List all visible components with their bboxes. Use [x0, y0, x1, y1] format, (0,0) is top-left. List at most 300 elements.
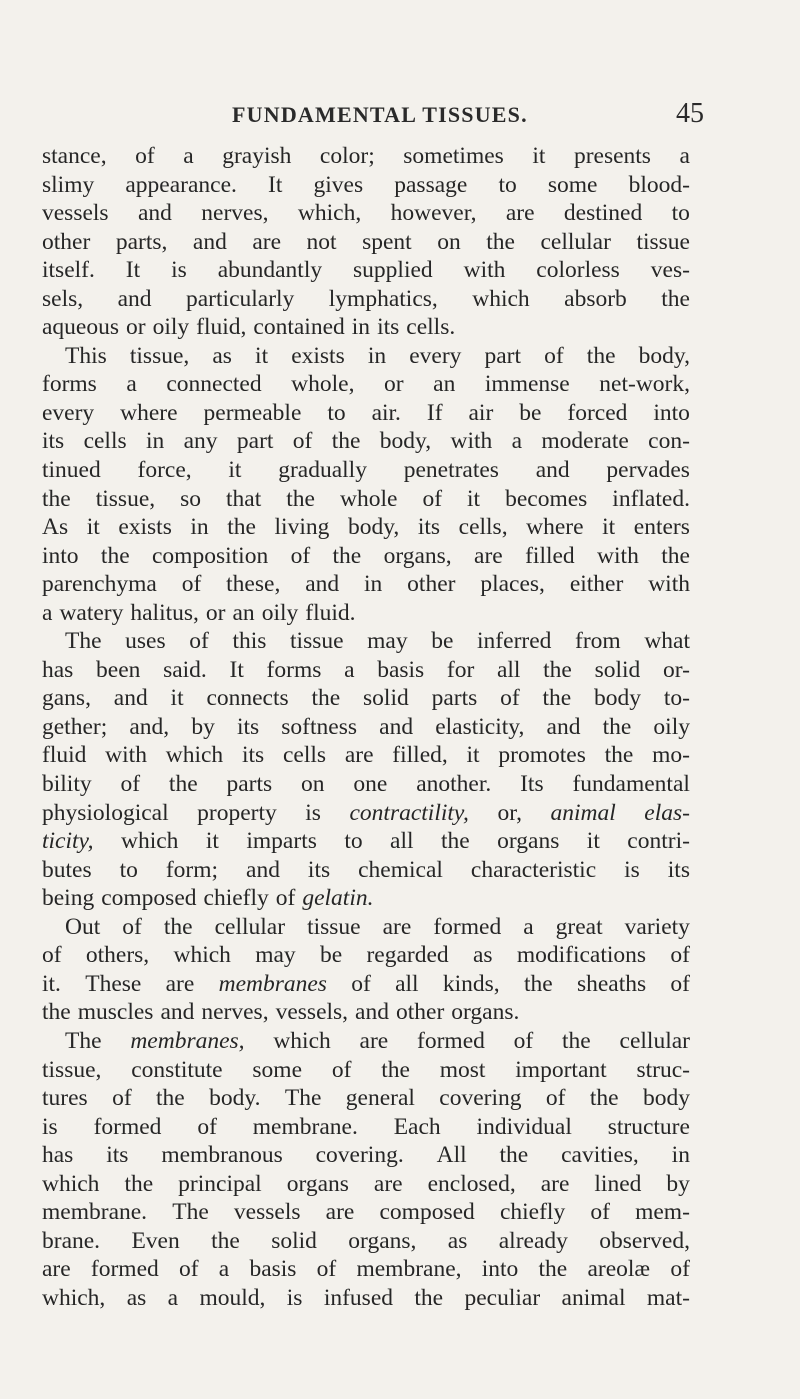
word: tissue,	[42, 1056, 102, 1083]
word: These	[85, 970, 142, 997]
word: with	[105, 742, 147, 769]
word: cellular	[214, 913, 286, 940]
word: bility	[42, 771, 92, 798]
word: which,	[297, 200, 362, 227]
word: part	[484, 342, 522, 369]
word: what	[644, 628, 690, 655]
word: the	[100, 542, 130, 569]
word: tissue	[307, 913, 361, 940]
word: of	[189, 628, 209, 655]
word: composed	[101, 885, 197, 912]
word: observed,	[599, 1227, 690, 1254]
word: others,	[85, 942, 150, 969]
word: or-	[662, 656, 690, 683]
word: membrane.	[252, 1113, 358, 1140]
word: the	[42, 485, 71, 512]
word: to	[327, 399, 346, 426]
word: penetrates	[403, 457, 499, 484]
word: con-	[648, 428, 690, 455]
italic-word: membranes,	[130, 1027, 245, 1054]
word: all	[496, 656, 521, 683]
text-line	[42, 827, 690, 856]
text-line	[42, 1170, 690, 1199]
word: may	[255, 942, 296, 969]
word: other	[407, 571, 456, 598]
word: great	[555, 913, 603, 940]
word: of	[120, 771, 141, 798]
word: gives	[313, 171, 364, 198]
word: cells,	[458, 514, 508, 541]
word: its	[377, 314, 400, 341]
word: oily	[152, 314, 190, 341]
word: and	[160, 999, 195, 1026]
word: The	[65, 1027, 102, 1054]
word: chiefly	[499, 1199, 566, 1226]
word: with	[450, 428, 493, 455]
word: in	[364, 571, 383, 598]
word: been	[96, 656, 141, 683]
word: Each	[393, 1113, 441, 1140]
word: inflated.	[612, 485, 690, 512]
word: tinued	[42, 457, 101, 484]
italic-word: animal	[550, 799, 616, 826]
word: and	[355, 999, 389, 1026]
text-line	[42, 256, 690, 285]
text-line	[42, 1027, 690, 1056]
word: of	[670, 1256, 690, 1283]
word: butes	[42, 856, 92, 883]
word: Even	[131, 1227, 180, 1254]
word: peculiar	[464, 1284, 541, 1311]
word: the	[543, 656, 572, 683]
word: blood-	[628, 171, 690, 198]
word: connected	[166, 371, 262, 398]
word: to-	[663, 685, 690, 712]
text-line	[42, 599, 690, 628]
text-line	[42, 799, 690, 828]
word: formed	[433, 913, 502, 940]
word: cellular	[540, 228, 611, 255]
word: some	[547, 171, 598, 198]
word: the	[227, 514, 256, 541]
word: already	[498, 1227, 568, 1254]
word: tissue	[636, 228, 690, 255]
text-line	[42, 656, 690, 685]
text-line	[42, 342, 690, 371]
word: The	[65, 628, 102, 655]
word: most	[439, 1056, 486, 1083]
word: one	[353, 771, 388, 798]
word: and	[305, 571, 340, 598]
word: it	[602, 514, 616, 541]
word: a	[218, 1256, 230, 1283]
word: which	[165, 742, 224, 769]
word: solid	[363, 685, 409, 712]
word: this	[232, 628, 267, 655]
word: promotes	[498, 742, 586, 769]
word: to	[344, 828, 363, 855]
text-line	[42, 1141, 690, 1170]
word: vessels	[42, 200, 109, 227]
word: kinds,	[442, 970, 500, 997]
word: any	[183, 428, 218, 455]
text-line	[42, 456, 690, 485]
word: which	[42, 1170, 100, 1197]
word: nerves,	[201, 200, 269, 227]
word: organs	[286, 1170, 349, 1197]
word: so	[180, 485, 202, 512]
text-line	[42, 513, 690, 542]
word: its	[241, 742, 265, 769]
word: which	[273, 1027, 331, 1054]
word: has	[42, 1142, 74, 1169]
text-line	[42, 542, 690, 571]
word: basis	[249, 1256, 297, 1283]
word: cells.	[406, 314, 456, 341]
word: its	[667, 856, 690, 883]
word: ves-	[650, 257, 690, 284]
word: exists	[291, 342, 345, 369]
word: are	[373, 1170, 403, 1197]
word: principal	[178, 1170, 262, 1197]
word: characteristic	[470, 856, 597, 883]
word: the	[602, 713, 632, 740]
word: which	[173, 942, 231, 969]
word: the	[286, 485, 315, 512]
word: and	[137, 200, 172, 227]
word: the	[381, 1056, 410, 1083]
word: composed	[379, 1199, 475, 1226]
word: the	[124, 1170, 154, 1197]
word: of	[316, 1256, 337, 1283]
word: body,	[347, 514, 400, 541]
word: to	[498, 171, 517, 198]
word: fundamental	[572, 771, 690, 798]
word: composition	[152, 542, 269, 569]
word: it	[205, 828, 219, 855]
word: by	[191, 713, 215, 740]
word: on	[437, 228, 461, 255]
word: contained	[253, 314, 345, 341]
word: these,	[226, 571, 281, 598]
word: spent	[362, 228, 412, 255]
text-line	[42, 713, 690, 742]
word: individual	[476, 1113, 572, 1140]
word: every	[42, 399, 95, 426]
word: abundantly	[217, 257, 323, 284]
word: from	[575, 628, 621, 655]
word: It	[125, 257, 141, 284]
word: with	[648, 571, 690, 598]
word: mould,	[199, 1284, 266, 1311]
word: color;	[319, 143, 375, 169]
word: a	[523, 913, 534, 940]
word: slimy	[42, 171, 95, 198]
word: filled	[525, 542, 575, 569]
word: supplied	[353, 257, 433, 284]
word: Out	[65, 913, 101, 940]
word: the	[332, 542, 362, 569]
text-line	[42, 1084, 690, 1113]
word: either	[569, 571, 624, 598]
text-line	[42, 941, 690, 970]
word: in	[671, 1142, 690, 1169]
word: whole	[340, 485, 398, 512]
word: may	[367, 628, 408, 655]
word: parenchyma	[42, 571, 157, 598]
word: it	[586, 828, 600, 855]
word: cavities,	[561, 1142, 639, 1169]
text-line	[42, 228, 690, 257]
text-line	[42, 171, 690, 200]
word: destined	[563, 200, 643, 227]
word: membrane.	[42, 1199, 148, 1226]
word: whole,	[291, 371, 355, 398]
word: of	[670, 942, 690, 969]
word: of	[290, 542, 311, 569]
italic-word: gelatin.	[302, 885, 374, 912]
word: aqueous	[42, 314, 120, 341]
word: body	[642, 1085, 690, 1112]
word: organs,	[348, 1227, 417, 1254]
word: colorless	[536, 257, 620, 284]
word: pervades	[606, 457, 690, 484]
word: tures	[42, 1085, 88, 1112]
word: it	[255, 342, 269, 369]
word: on	[301, 771, 325, 798]
word: air	[468, 399, 494, 426]
word: to	[671, 200, 690, 227]
word: is	[286, 1284, 303, 1311]
text-line	[42, 884, 690, 913]
word: as	[447, 1227, 468, 1254]
word: or	[384, 371, 404, 398]
word: sels,	[42, 285, 84, 312]
word: said.	[163, 656, 207, 683]
word: moderate	[541, 428, 629, 455]
word: of	[179, 1256, 199, 1283]
word: of	[292, 428, 313, 455]
page-number: 45	[676, 98, 704, 129]
word: be	[319, 942, 343, 969]
word: is	[42, 1113, 58, 1140]
word: in	[145, 428, 165, 455]
text-line	[42, 313, 690, 342]
word: that	[226, 485, 262, 512]
word: formed	[93, 1113, 162, 1140]
word: not	[306, 228, 337, 255]
word: an	[232, 599, 255, 626]
word: tissue	[290, 628, 344, 655]
word: immense	[484, 371, 570, 398]
running-head	[232, 98, 704, 132]
word: absorb	[564, 285, 627, 312]
text-line	[42, 485, 690, 514]
text-line	[42, 1056, 690, 1085]
word: softness	[281, 713, 358, 740]
word: be	[519, 399, 542, 426]
word: The	[284, 1085, 322, 1112]
word: is	[624, 856, 640, 883]
text-line	[42, 627, 690, 656]
word: and	[192, 228, 227, 255]
word: its	[42, 428, 65, 455]
word: places,	[480, 571, 545, 598]
text-line	[42, 856, 690, 885]
word: the	[661, 285, 690, 312]
word: with	[463, 257, 506, 284]
word: be	[431, 628, 454, 655]
word: which	[472, 285, 530, 312]
word: which	[121, 828, 179, 855]
word: covering.	[315, 1142, 404, 1169]
word: body.	[209, 1085, 261, 1112]
word: gradually	[278, 457, 367, 484]
text-line	[42, 741, 690, 770]
word: oily	[261, 599, 299, 626]
word: physiological	[42, 799, 169, 826]
word: and	[246, 856, 280, 883]
word: the	[562, 1027, 591, 1054]
word: and	[546, 713, 581, 740]
word: a	[167, 1284, 179, 1311]
word: struc-	[636, 1056, 690, 1083]
text-line	[42, 1284, 690, 1313]
word: formed	[90, 1256, 159, 1283]
word: of	[197, 1113, 217, 1140]
word: or	[205, 599, 226, 626]
text-line	[42, 913, 690, 942]
word: however,	[390, 200, 477, 227]
word: fluid	[42, 742, 87, 769]
word: which,	[42, 1284, 106, 1311]
word: into	[42, 542, 79, 569]
word: are	[325, 1199, 355, 1226]
text-line	[42, 970, 690, 999]
word: its	[307, 856, 331, 883]
text-line	[42, 1255, 690, 1284]
word: membrane,	[356, 1256, 462, 1283]
word: are	[42, 1256, 71, 1283]
word: passage	[394, 171, 468, 198]
word: important	[515, 1056, 607, 1083]
word: and	[379, 713, 414, 740]
word: mo-	[652, 742, 690, 769]
word: cells	[282, 742, 327, 769]
word: fluid.	[305, 599, 356, 626]
word: watery	[59, 599, 124, 626]
word: are	[540, 1170, 570, 1197]
word: in	[190, 514, 209, 541]
word: nerves,	[201, 999, 269, 1026]
word: membranous	[161, 1142, 283, 1169]
word: the	[523, 970, 553, 997]
word: the	[311, 685, 341, 712]
word: by	[666, 1170, 690, 1197]
word: filled,	[392, 742, 448, 769]
word: organs.	[451, 999, 520, 1026]
word: the	[661, 542, 690, 569]
word: it	[86, 514, 100, 541]
word: an	[433, 371, 456, 398]
text-line	[42, 399, 690, 428]
word: other	[395, 999, 445, 1026]
word: forms	[42, 371, 97, 398]
word: It	[229, 656, 244, 683]
word: organs	[497, 828, 560, 855]
word: the	[168, 771, 198, 798]
word: are	[474, 542, 503, 569]
word: oily	[653, 713, 690, 740]
word: living	[274, 514, 330, 541]
word: it.	[42, 970, 61, 997]
word: areolæ	[587, 1256, 651, 1283]
word: it	[467, 485, 481, 512]
word: If	[426, 399, 443, 426]
word: gans,	[42, 685, 91, 712]
word: all	[395, 970, 419, 997]
chapter-title: FUNDAMENTAL TISSUES.	[232, 102, 528, 127]
word: imparts	[246, 828, 317, 855]
word: its	[106, 1142, 129, 1169]
word: a	[42, 599, 53, 626]
word: muscles	[77, 999, 154, 1026]
word: cellular	[619, 1027, 690, 1054]
word: into	[653, 399, 690, 426]
word: parts,	[115, 228, 168, 255]
word: other	[42, 228, 91, 255]
word: halitus,	[130, 599, 199, 626]
word: it	[532, 143, 546, 169]
word: The	[172, 1199, 209, 1226]
word: the	[589, 1085, 619, 1112]
word: or	[126, 314, 146, 341]
word: sheaths	[576, 970, 647, 997]
word: are	[344, 742, 374, 769]
italic-word: ticity,	[42, 828, 94, 855]
word: of	[135, 143, 155, 169]
word: the	[331, 428, 361, 455]
word: parts	[226, 771, 273, 798]
word: the	[163, 913, 193, 940]
text-line	[42, 370, 690, 399]
text-line	[42, 427, 690, 456]
text-line	[42, 1198, 690, 1227]
word: as	[126, 1284, 147, 1311]
word: where	[526, 514, 584, 541]
word: every	[409, 342, 462, 369]
word: stance,	[42, 143, 107, 169]
word: are	[165, 970, 195, 997]
word: mat-	[646, 1284, 690, 1311]
word: presents	[573, 143, 651, 169]
word: body,	[638, 342, 690, 369]
word: modifications	[516, 942, 647, 969]
italic-word: membranes	[218, 970, 327, 997]
word: grayish	[222, 143, 292, 169]
word: permeable	[203, 399, 302, 426]
word: mem-	[635, 1199, 690, 1226]
word: parts	[431, 685, 478, 712]
word: in	[367, 342, 387, 369]
word: itself.	[42, 257, 95, 284]
word: vessels,	[275, 999, 349, 1026]
word: and	[535, 457, 570, 484]
word: its	[417, 514, 441, 541]
word: it	[466, 742, 480, 769]
text-line	[42, 770, 690, 799]
word: All	[436, 1142, 467, 1169]
